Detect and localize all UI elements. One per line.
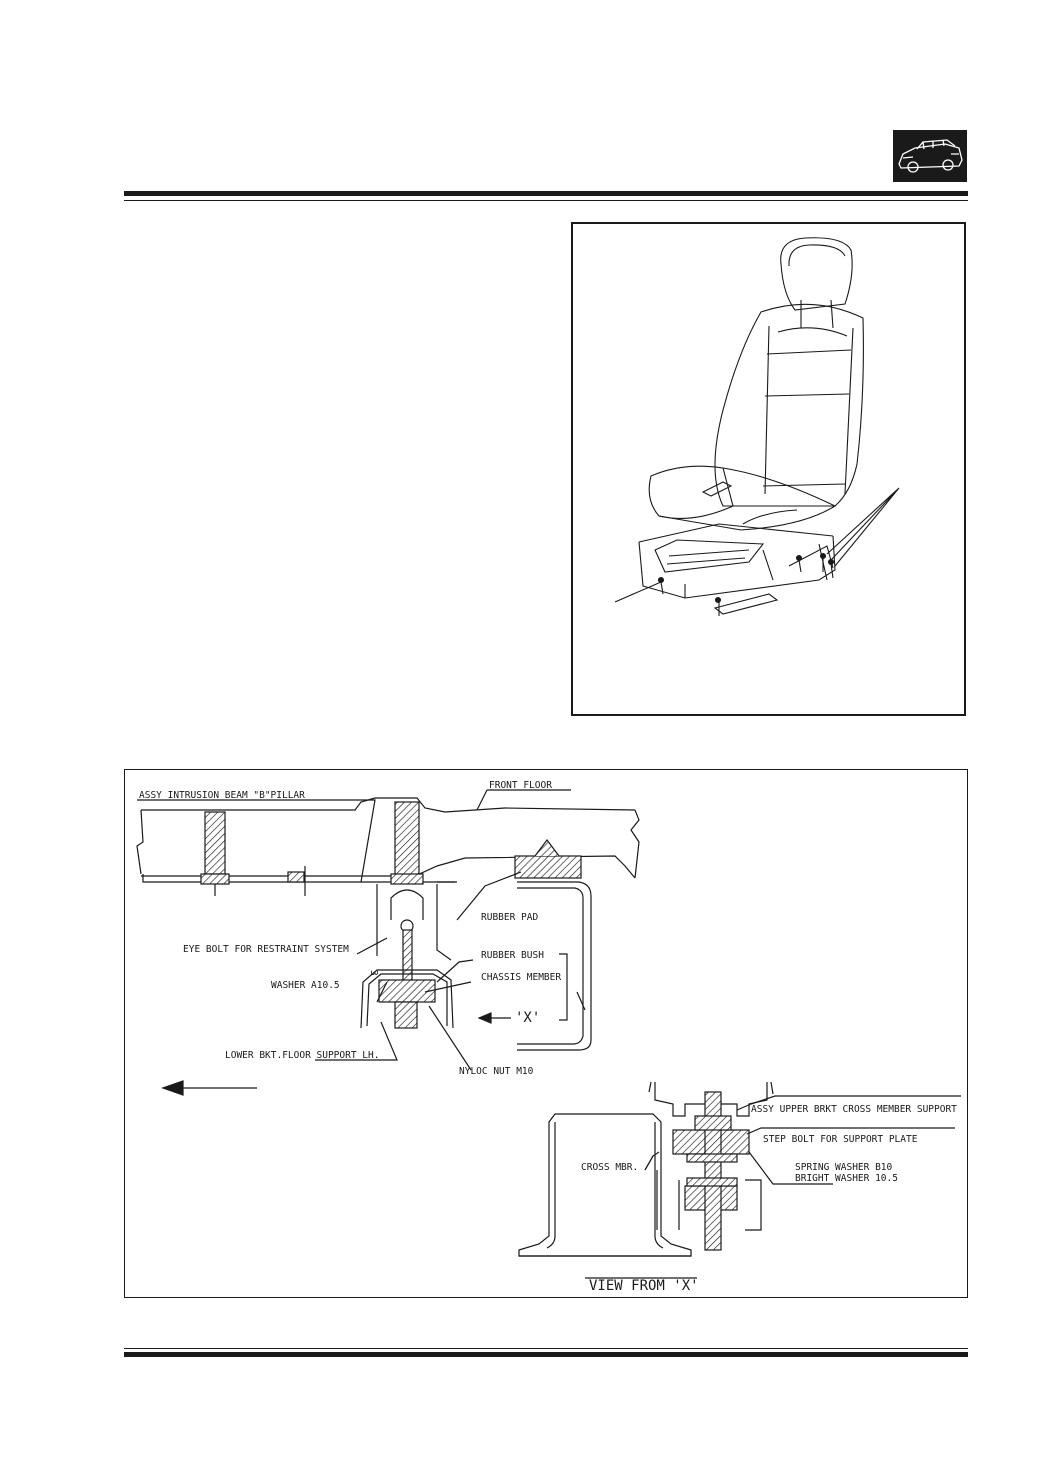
label-lower-bracket: LOWER BKT.FLOOR SUPPORT LH. <box>225 1050 380 1061</box>
footer-rule-thick <box>124 1352 968 1357</box>
label-bright-washer: BRIGHT WASHER 10.5 <box>795 1173 898 1184</box>
label-upper-bracket: ASSY UPPER BRKT CROSS MEMBER SUPPORT <box>751 1104 957 1115</box>
label-intrusion-beam: ASSY INTRUSION BEAM "B"PILLAR <box>139 790 305 801</box>
label-front-floor: FRONT FLOOR <box>489 780 552 791</box>
label-view-title: VIEW FROM 'X' <box>589 1278 699 1294</box>
label-nyloc-nut: NYLOC NUT M10 <box>459 1066 534 1077</box>
label-spring-washer: SPRING WASHER B10 <box>795 1162 893 1173</box>
header-rule-thick <box>124 191 968 196</box>
label-step-bolt: STEP BOLT FOR SUPPORT PLATE <box>763 1134 918 1145</box>
mounting-diagram <box>124 769 968 1298</box>
label-cross-member: CROSS MBR. <box>581 1162 639 1173</box>
label-rubber-bush: RUBBER BUSH <box>481 950 544 961</box>
label-rubber-pad: RUBBER PAD <box>481 912 539 923</box>
label-eye-bolt: EYE BOLT FOR RESTRAINT SYSTEM <box>183 944 349 955</box>
label-view-marker: 'X' <box>515 1010 541 1026</box>
label-dimension-3: 3 <box>368 970 379 976</box>
label-washer: WASHER A10.5 <box>271 980 340 991</box>
footer-rule-thin <box>124 1348 968 1349</box>
label-chassis-member: CHASSIS MEMBER <box>481 972 562 983</box>
header-rule-thin <box>124 200 968 201</box>
vehicle-icon <box>893 130 967 182</box>
seat-illustration <box>571 222 966 716</box>
